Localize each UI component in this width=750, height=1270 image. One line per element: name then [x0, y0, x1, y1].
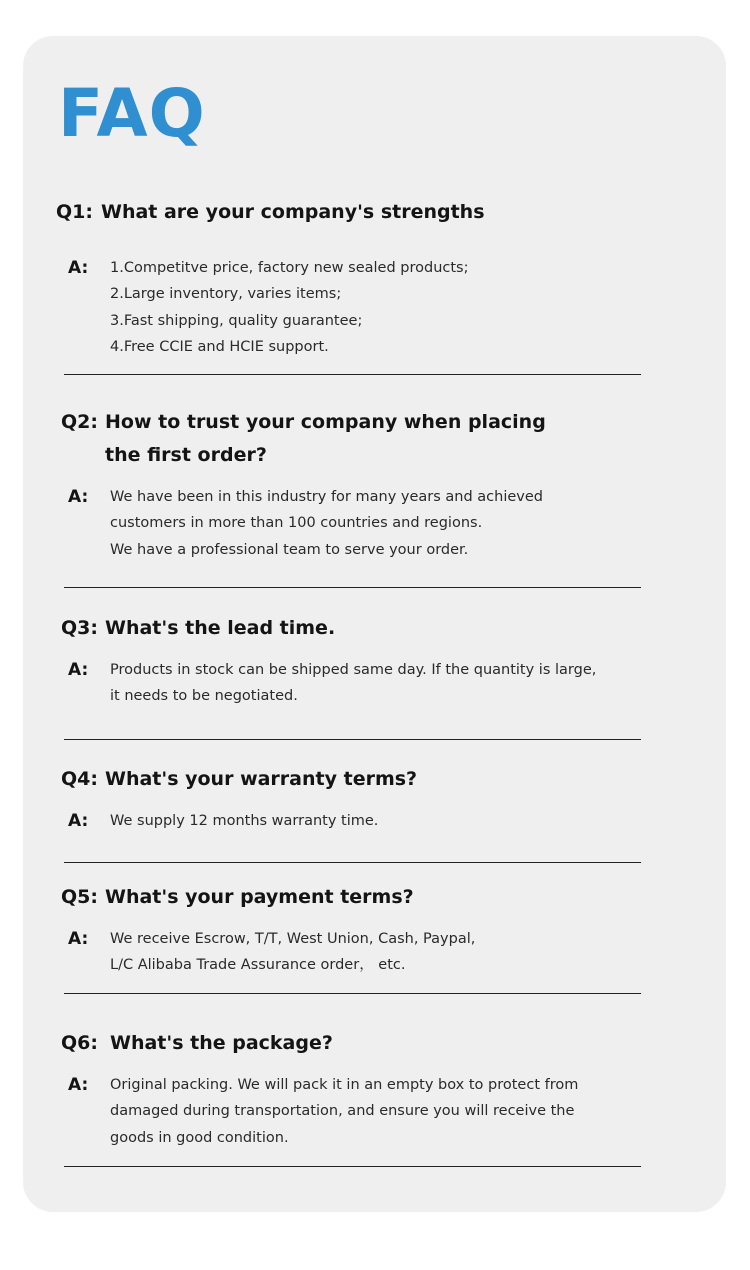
faq-item-q1 [56, 196, 736, 355]
answer-line: 1.Competitve price, factory new sealed products; [110, 260, 469, 276]
divider [64, 862, 641, 863]
answer-label: A: [68, 487, 89, 507]
question-line: the first order? [104, 444, 267, 466]
question-line: What's the lead time. [104, 617, 336, 639]
answer-line: 4.Free CCIE and HCIE support. [110, 338, 329, 355]
question-line: What's your warranty terms? [104, 768, 418, 790]
question-line: What's the package? [109, 1032, 333, 1054]
question [61, 612, 741, 645]
answer-label: A: [68, 258, 89, 278]
divider [64, 587, 641, 588]
question-text [105, 763, 741, 796]
answer-line: Products in stock can be shipped same day. If the quantity is large, [110, 662, 597, 678]
answer-line: goods in good condition. [110, 1129, 289, 1146]
answer-text [110, 657, 650, 710]
answer-label: A: [68, 929, 89, 949]
question-number: Q6: [61, 1032, 98, 1054]
faq-item-q2 [61, 406, 741, 558]
answer-label: A: [68, 811, 89, 831]
question-text [110, 1027, 741, 1060]
answer-line: damaged during transportation, and ensure you will receive the [110, 1103, 575, 1120]
page-title: FAQ [58, 75, 206, 152]
question [56, 196, 736, 229]
answer-text [110, 484, 650, 563]
faq-item-q6 [61, 1027, 741, 1146]
divider [64, 739, 641, 740]
answer-line: We receive Escrow, T/T, West Union, Cash, Paypal, [110, 931, 476, 947]
faq-item-q5 [61, 881, 741, 974]
question-number: Q2: [61, 411, 98, 433]
question [61, 881, 741, 914]
question-number: Q5: [61, 886, 98, 908]
answer-line: We have a professional team to serve your order. [110, 541, 469, 558]
answer-text [110, 255, 650, 360]
answer-line: 3.Fast shipping, quality guarantee; [110, 312, 363, 329]
answer-label: A: [68, 1075, 89, 1095]
answer-line: We have been in this industry for many years and achieved [110, 489, 543, 505]
question-text [101, 196, 736, 229]
answer-label: A: [68, 660, 89, 680]
faq-item-q4 [61, 763, 741, 831]
answer-text [110, 808, 650, 834]
answer-text [110, 926, 650, 979]
question-number: Q1: [56, 201, 93, 223]
answer-line: We supply 12 months warranty time. [110, 813, 379, 829]
answer-line: L/C Alibaba Trade Assurance order， etc. [110, 957, 406, 974]
question-text [105, 612, 741, 645]
question-text [105, 406, 741, 472]
divider [64, 1166, 641, 1167]
answer-line: it needs to be negotiated. [110, 688, 298, 705]
answer-line: Original packing. We will pack it in an empty box to protect from [110, 1077, 579, 1093]
question [61, 1027, 741, 1060]
answer-text [110, 1072, 650, 1151]
question-text [105, 881, 741, 914]
question-line: What's your payment terms? [104, 886, 414, 908]
answer-line: 2.Large inventory, varies items; [110, 286, 342, 303]
question-number: Q4: [61, 768, 98, 790]
question-number: Q3: [61, 617, 98, 639]
question-line: What are your company's strengths [100, 201, 485, 223]
divider [64, 993, 641, 994]
question [61, 406, 741, 472]
question [61, 763, 741, 796]
question-line: How to trust your company when placing [104, 411, 546, 433]
divider [64, 374, 641, 375]
faq-item-q3 [61, 612, 741, 705]
faq-card [23, 36, 726, 1212]
answer-line: customers in more than 100 countries and regions. [110, 515, 483, 532]
